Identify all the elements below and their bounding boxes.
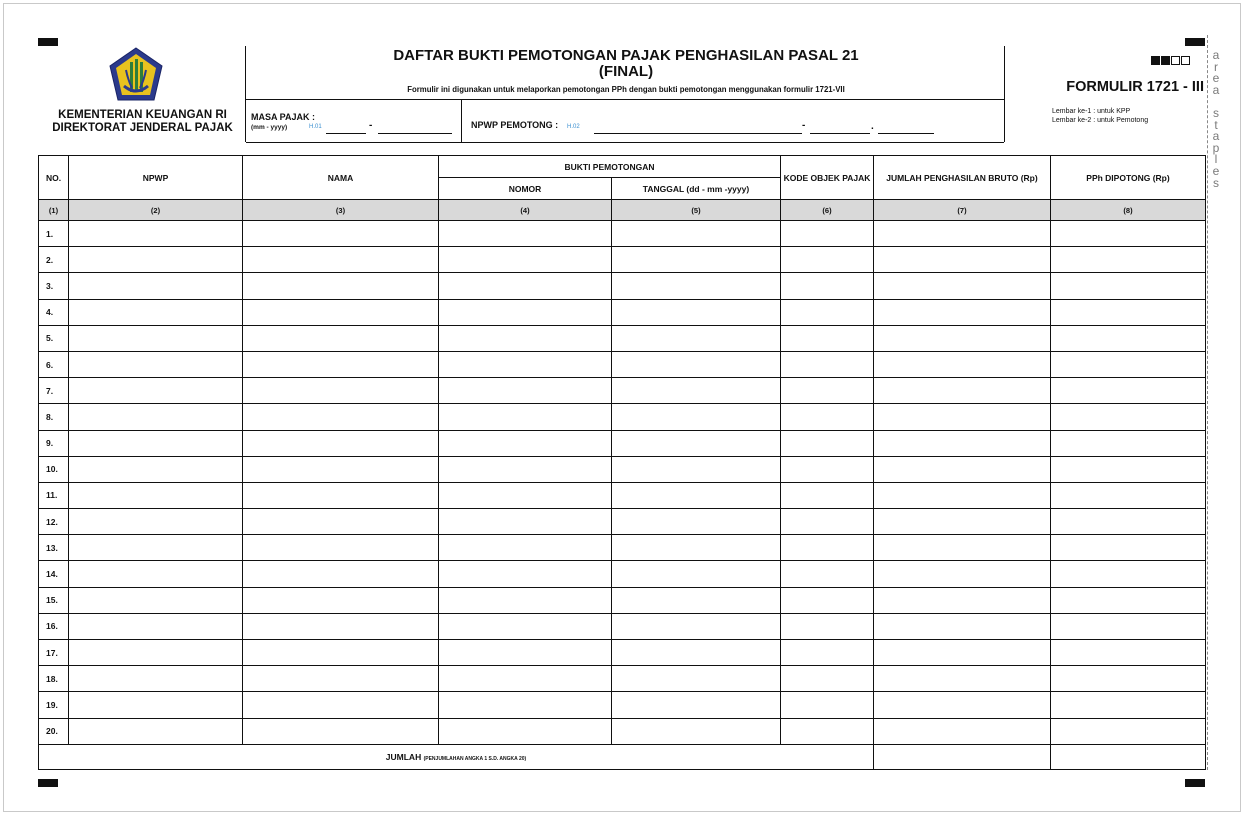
cell-pph[interactable]: [1051, 509, 1206, 535]
cell-npwp[interactable]: [69, 482, 243, 508]
cell-tanggal[interactable]: [612, 666, 781, 692]
row-number: 14.: [39, 561, 69, 587]
cell-nama[interactable]: [243, 613, 439, 639]
cell-jumlah[interactable]: [874, 666, 1051, 692]
masa-pajak-label: MASA PAJAK :: [251, 112, 316, 122]
cell-nomor[interactable]: [439, 378, 612, 404]
cell-jumlah[interactable]: [874, 456, 1051, 482]
form-subtitle: Formulir ini digunakan untuk melaporkan pemotongan PPh dengan bukti pemotongan menggunakan formulir 1721-VII: [407, 85, 845, 94]
cell-nama[interactable]: [243, 325, 439, 351]
cell-pph[interactable]: [1051, 247, 1206, 273]
table-row: [39, 456, 1206, 482]
cell-kode[interactable]: [781, 404, 874, 430]
table-row: [39, 299, 1206, 325]
cell-nomor[interactable]: [439, 640, 612, 666]
cell-nama[interactable]: [243, 378, 439, 404]
staple-letter: t: [1214, 117, 1218, 132]
table-row: [39, 247, 1206, 273]
cell-npwp[interactable]: [69, 351, 243, 377]
masa-pajak-year-field[interactable]: [378, 133, 452, 134]
table-row: [39, 535, 1206, 561]
cell-jumlah[interactable]: [874, 640, 1051, 666]
staple-dashed-line: [1207, 35, 1208, 770]
cell-tanggal[interactable]: [612, 640, 781, 666]
table-row: [39, 666, 1206, 692]
col-number: (8): [1051, 200, 1206, 221]
cell-nomor[interactable]: [439, 613, 612, 639]
row-number: 11.: [39, 482, 69, 508]
cell-kode[interactable]: [781, 561, 874, 587]
header-bottom-rule: [246, 142, 1004, 143]
cell-tanggal[interactable]: [612, 221, 781, 247]
staple-letter: a: [1212, 48, 1220, 62]
row-number: 2.: [39, 247, 69, 273]
cell-jumlah[interactable]: [874, 430, 1051, 456]
table-row: [39, 325, 1206, 351]
col-header-npwp: NPWP: [69, 156, 243, 200]
lembar-2: Lembar ke-2 : untuk Pemotong: [1052, 116, 1149, 124]
npwp-separator-1: -: [802, 120, 806, 131]
cell-npwp[interactable]: [69, 509, 243, 535]
cell-kode[interactable]: [781, 351, 874, 377]
square-empty-2: [1181, 56, 1190, 65]
cell-pph[interactable]: [1051, 613, 1206, 639]
cell-pph[interactable]: [1051, 273, 1206, 299]
cell-nomor[interactable]: [439, 587, 612, 613]
column-number-row: [39, 200, 1206, 221]
row-number: 5.: [39, 325, 69, 351]
cell-nomor[interactable]: [439, 692, 612, 718]
total-label: JUMLAH: [385, 751, 422, 762]
cell-tanggal[interactable]: [612, 351, 781, 377]
cell-pph[interactable]: [1051, 692, 1206, 718]
staple-letter: a: [1212, 82, 1220, 97]
ministry-name: [40, 109, 245, 135]
col-header-jumlah: JUMLAH PENGHASILAN BRUTO (Rp): [874, 156, 1051, 200]
cell-nama[interactable]: [243, 351, 439, 377]
col-number: (2): [69, 200, 243, 221]
cell-npwp[interactable]: [69, 325, 243, 351]
cell-kode[interactable]: [781, 299, 874, 325]
cell-jumlah[interactable]: [874, 535, 1051, 561]
col-header-nama: NAMA: [243, 156, 439, 200]
total-label-cell: [39, 744, 874, 769]
npwp-pemotong-main-field[interactable]: [594, 133, 802, 134]
staple-letter: r: [1214, 59, 1218, 74]
npwp-pemotong-kpp-field[interactable]: [810, 133, 870, 134]
table-row: [39, 613, 1206, 639]
cell-npwp[interactable]: [69, 378, 243, 404]
cell-kode[interactable]: [781, 273, 874, 299]
cell-pph[interactable]: [1051, 640, 1206, 666]
cell-nama[interactable]: [243, 456, 439, 482]
table-row: [39, 221, 1206, 247]
cell-npwp[interactable]: [69, 666, 243, 692]
row-number: 13.: [39, 535, 69, 561]
cell-npwp[interactable]: [69, 221, 243, 247]
cell-pph[interactable]: [1051, 325, 1206, 351]
cell-nama[interactable]: [243, 640, 439, 666]
table-row: [39, 692, 1206, 718]
form-title: [248, 48, 1004, 80]
col-number: (1): [39, 200, 69, 221]
cell-tanggal[interactable]: [612, 509, 781, 535]
cell-kode[interactable]: [781, 456, 874, 482]
cell-pph[interactable]: [1051, 404, 1206, 430]
cell-tanggal[interactable]: [612, 692, 781, 718]
table-row: [39, 273, 1206, 299]
npwp-pemotong-label: NPWP PEMOTONG :: [471, 120, 559, 130]
staple-letter: p: [1212, 140, 1220, 155]
table-row: [39, 587, 1206, 613]
cell-nomor[interactable]: [439, 535, 612, 561]
table-row: [39, 482, 1206, 508]
cell-nomor[interactable]: [439, 561, 612, 587]
cell-jumlah[interactable]: [874, 378, 1051, 404]
npwp-separator-2: .: [871, 121, 874, 132]
cell-tanggal[interactable]: [612, 561, 781, 587]
col-header-no: NO.: [39, 156, 69, 200]
row-number: 20.: [39, 718, 69, 744]
square-filled-1: [1151, 56, 1160, 65]
cell-nama[interactable]: [243, 535, 439, 561]
ministry-line-1: KEMENTERIAN KEUANGAN RI: [58, 109, 227, 121]
cell-nomor[interactable]: [439, 718, 612, 744]
cell-tanggal[interactable]: [612, 378, 781, 404]
cell-tanggal[interactable]: [612, 430, 781, 456]
cell-kode[interactable]: [781, 718, 874, 744]
cell-npwp[interactable]: [69, 692, 243, 718]
cell-nama[interactable]: [243, 221, 439, 247]
cell-tanggal[interactable]: [612, 587, 781, 613]
cell-kode[interactable]: [781, 325, 874, 351]
staple-letter: l: [1214, 152, 1218, 167]
cell-nama[interactable]: [243, 482, 439, 508]
cell-tanggal[interactable]: [612, 718, 781, 744]
cell-pph[interactable]: [1051, 299, 1206, 325]
cell-pph[interactable]: [1051, 718, 1206, 744]
cell-kode[interactable]: [781, 613, 874, 639]
cell-pph[interactable]: [1051, 351, 1206, 377]
cell-nomor[interactable]: [439, 221, 612, 247]
cell-nama[interactable]: [243, 273, 439, 299]
cell-jumlah[interactable]: [874, 561, 1051, 587]
table-row: [39, 430, 1206, 456]
cell-pph[interactable]: [1051, 221, 1206, 247]
staple-letter: s: [1213, 105, 1219, 120]
cell-kode[interactable]: [781, 666, 874, 692]
total-row: [39, 744, 1206, 769]
corner-marker-bottom-left: [38, 779, 58, 787]
cell-tanggal[interactable]: [612, 482, 781, 508]
cell-nama[interactable]: [243, 509, 439, 535]
cell-npwp[interactable]: [69, 456, 243, 482]
corner-marker-bottom-right: [1185, 779, 1205, 787]
row-number: 19.: [39, 692, 69, 718]
cell-jumlah[interactable]: [874, 221, 1051, 247]
cell-kode[interactable]: [781, 430, 874, 456]
lembar-1: Lembar ke-1 : untuk KPP: [1052, 108, 1131, 115]
staple-letter: e: [1212, 71, 1220, 86]
col-header-pph: PPh DIPOTONG (Rp): [1051, 156, 1206, 200]
cell-jumlah[interactable]: [874, 404, 1051, 430]
cell-npwp[interactable]: [69, 430, 243, 456]
masa-pajak-separator: -: [369, 120, 373, 131]
cell-npwp[interactable]: [69, 299, 243, 325]
square-empty-1: [1171, 56, 1180, 65]
cell-tanggal[interactable]: [612, 325, 781, 351]
cell-tanggal[interactable]: [612, 535, 781, 561]
staple-area-label: [1210, 50, 1222, 189]
header-divider-right: [1004, 46, 1005, 142]
ministry-logo-icon: [108, 46, 164, 104]
cell-nama[interactable]: [243, 299, 439, 325]
cell-pph[interactable]: [1051, 587, 1206, 613]
table-row: [39, 378, 1206, 404]
cell-nomor[interactable]: [439, 666, 612, 692]
form-copies-note: [1052, 108, 1148, 125]
cell-npwp[interactable]: [69, 587, 243, 613]
cell-kode[interactable]: [781, 535, 874, 561]
col-header-tanggal: TANGGAL (dd - mm -yyyy): [612, 178, 781, 200]
npwp-pemotong-code: H.02: [567, 124, 580, 130]
masa-pajak-code: H.01: [309, 124, 322, 130]
row-number: 3.: [39, 273, 69, 299]
cell-tanggal[interactable]: [612, 273, 781, 299]
table-row: [39, 561, 1206, 587]
staple-letter: e: [1212, 163, 1220, 178]
masa-pajak-month-field[interactable]: [326, 133, 366, 134]
cell-tanggal[interactable]: [612, 613, 781, 639]
cell-nomor[interactable]: [439, 404, 612, 430]
cell-pph[interactable]: [1051, 535, 1206, 561]
cell-pph[interactable]: [1051, 456, 1206, 482]
total-pph-cell[interactable]: [1051, 744, 1206, 769]
cell-jumlah[interactable]: [874, 325, 1051, 351]
header-mid-rule: [246, 99, 1004, 100]
cell-tanggal[interactable]: [612, 299, 781, 325]
total-bruto-cell[interactable]: [874, 744, 1051, 769]
row-number: 1.: [39, 221, 69, 247]
cell-nomor[interactable]: [439, 509, 612, 535]
cell-nama[interactable]: [243, 666, 439, 692]
corner-marker-top-left: [38, 38, 58, 46]
cell-nomor[interactable]: [439, 430, 612, 456]
cell-jumlah[interactable]: [874, 273, 1051, 299]
cell-npwp[interactable]: [69, 561, 243, 587]
col-number: (3): [243, 200, 439, 221]
header-masa-divider: [461, 99, 462, 142]
cell-pph[interactable]: [1051, 561, 1206, 587]
cell-nomor[interactable]: [439, 351, 612, 377]
cell-kode[interactable]: [781, 482, 874, 508]
cell-nomor[interactable]: [439, 325, 612, 351]
cell-kode[interactable]: [781, 378, 874, 404]
table-row: [39, 718, 1206, 744]
row-number: 6.: [39, 351, 69, 377]
cell-nama[interactable]: [243, 718, 439, 744]
cell-kode[interactable]: [781, 587, 874, 613]
cell-npwp[interactable]: [69, 640, 243, 666]
row-number: 15.: [39, 587, 69, 613]
cell-npwp[interactable]: [69, 404, 243, 430]
cell-npwp[interactable]: [69, 247, 243, 273]
cell-nomor[interactable]: [439, 482, 612, 508]
square-filled-2: [1161, 56, 1170, 65]
cell-npwp[interactable]: [69, 273, 243, 299]
cell-nama[interactable]: [243, 692, 439, 718]
cell-nama[interactable]: [243, 430, 439, 456]
cell-tanggal[interactable]: [612, 456, 781, 482]
cell-pph[interactable]: [1051, 482, 1206, 508]
cell-nomor[interactable]: [439, 299, 612, 325]
cell-tanggal[interactable]: [612, 404, 781, 430]
form-title-line-1: DAFTAR BUKTI PEMOTONGAN PAJAK PENGHASILAN PASAL 21: [393, 47, 859, 64]
form-indicator-squares: [1151, 52, 1191, 70]
col-number: (7): [874, 200, 1051, 221]
col-header-kode: KODE OBJEK PAJAK: [781, 156, 874, 200]
cell-pph[interactable]: [1051, 430, 1206, 456]
cell-jumlah[interactable]: [874, 587, 1051, 613]
cell-kode[interactable]: [781, 640, 874, 666]
cell-kode[interactable]: [781, 221, 874, 247]
cell-npwp[interactable]: [69, 613, 243, 639]
masa-pajak-format: (mm - yyyy): [251, 124, 288, 131]
form-title-line-2: (FINAL): [598, 63, 654, 80]
cell-npwp[interactable]: [69, 718, 243, 744]
form-number: FORMULIR 1721 - III: [1066, 79, 1204, 95]
row-number: 9.: [39, 430, 69, 456]
cell-nama[interactable]: [243, 561, 439, 587]
cell-pph[interactable]: [1051, 666, 1206, 692]
cell-nomor[interactable]: [439, 456, 612, 482]
cell-jumlah[interactable]: [874, 351, 1051, 377]
row-number: 12.: [39, 509, 69, 535]
cell-jumlah[interactable]: [874, 247, 1051, 273]
col-number: (6): [781, 200, 874, 221]
table-row: [39, 509, 1206, 535]
col-header-bukti: BUKTI PEMOTONGAN: [439, 156, 781, 178]
cell-kode[interactable]: [781, 509, 874, 535]
cell-jumlah[interactable]: [874, 482, 1051, 508]
staple-letter: s: [1213, 175, 1219, 190]
cell-nama[interactable]: [243, 404, 439, 430]
table-row: [39, 351, 1206, 377]
cell-jumlah[interactable]: [874, 718, 1051, 744]
cell-nama[interactable]: [243, 587, 439, 613]
cell-pph[interactable]: [1051, 378, 1206, 404]
table-row: [39, 640, 1206, 666]
cell-jumlah[interactable]: [874, 613, 1051, 639]
cell-nama[interactable]: [243, 247, 439, 273]
cell-tanggal[interactable]: [612, 247, 781, 273]
col-header-nomor: NOMOR: [439, 178, 612, 200]
cell-npwp[interactable]: [69, 535, 243, 561]
cell-nomor[interactable]: [439, 273, 612, 299]
col-number: (5): [612, 200, 781, 221]
corner-marker-top-right: [1185, 38, 1205, 46]
row-number: 7.: [39, 378, 69, 404]
row-number: 4.: [39, 299, 69, 325]
staple-letter: a: [1212, 129, 1220, 144]
cell-jumlah[interactable]: [874, 509, 1051, 535]
row-number: 18.: [39, 666, 69, 692]
cell-nomor[interactable]: [439, 247, 612, 273]
row-number: 10.: [39, 456, 69, 482]
cell-kode[interactable]: [781, 247, 874, 273]
cell-jumlah[interactable]: [874, 299, 1051, 325]
npwp-pemotong-branch-field[interactable]: [878, 133, 934, 134]
ministry-line-2: DIREKTORAT JENDERAL PAJAK: [52, 122, 233, 134]
total-note: (PENJUMLAHAN ANGKA 1 S.D. ANGKA 20): [423, 755, 527, 762]
bukti-pemotongan-table: [38, 155, 1206, 770]
cell-kode[interactable]: [781, 692, 874, 718]
row-number: 16.: [39, 613, 69, 639]
row-number: 17.: [39, 640, 69, 666]
row-number: 8.: [39, 404, 69, 430]
header-divider-left: [245, 46, 246, 142]
col-number: (4): [439, 200, 612, 221]
cell-jumlah[interactable]: [874, 692, 1051, 718]
table-row: [39, 404, 1206, 430]
